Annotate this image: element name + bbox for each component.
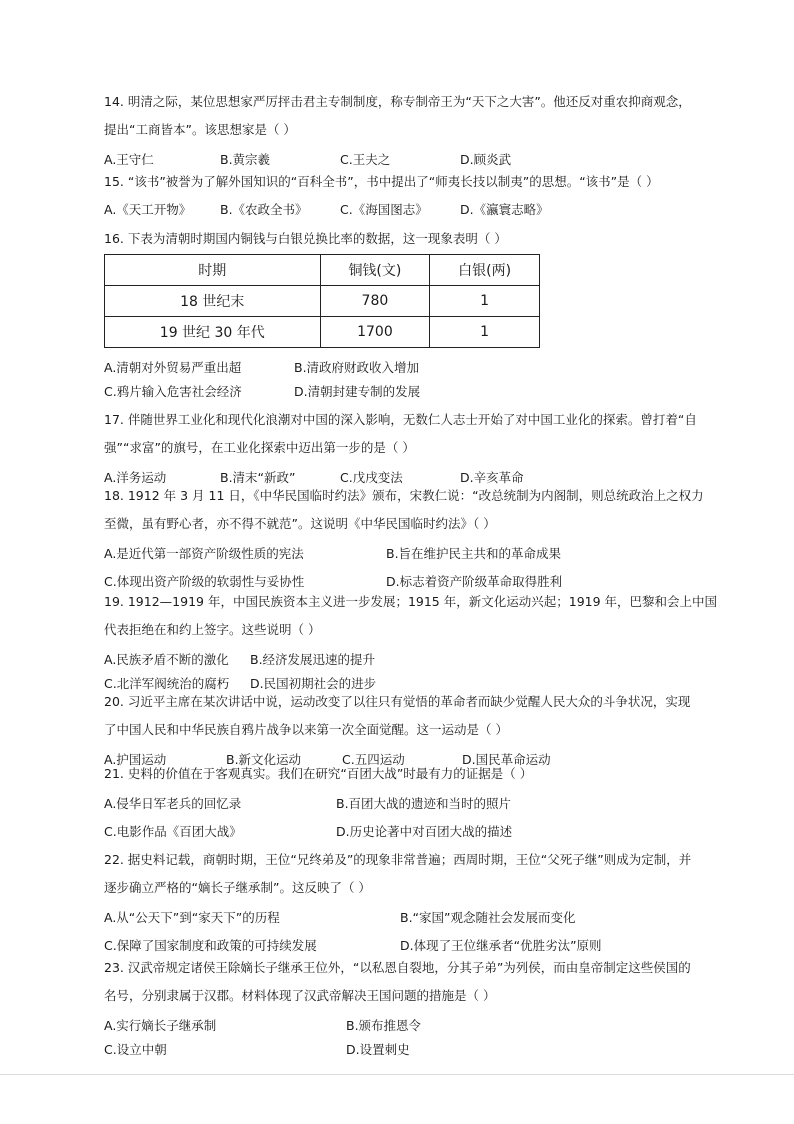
option-a[interactable]: A.是近代第一部资产阶级性质的宪法 xyxy=(104,546,304,561)
option-c[interactable]: C.《海国图志》 xyxy=(340,202,428,217)
option-a[interactable]: A.民族矛盾不断的激化 xyxy=(104,652,229,667)
option-b[interactable]: B.旨在维护民主共和的革命成果 xyxy=(386,546,562,561)
option-a[interactable]: A.侵华日军老兵的回忆录 xyxy=(104,796,242,811)
question-stem: 提出“工商皆本”。该思想家是（ ） xyxy=(104,122,296,137)
question-18 xyxy=(104,482,776,596)
option-d[interactable]: D.民国初期社会的进步 xyxy=(250,676,377,691)
question-22 xyxy=(104,846,776,960)
question-15 xyxy=(104,168,776,224)
option-b[interactable]: B.新文化运动 xyxy=(226,752,302,767)
option-b[interactable]: B.清末“新政” xyxy=(220,470,296,485)
table-cell: 1700 xyxy=(320,317,430,348)
table-header: 白银(两) xyxy=(430,255,540,286)
question-stem: 了中国人民和中华民族自鸦片战争以来第一次全面觉醒。这一运动是（ ） xyxy=(104,722,508,737)
option-c[interactable]: C.北洋军阀统治的腐朽 xyxy=(104,676,230,691)
question-17 xyxy=(104,406,776,492)
option-b[interactable]: B.“家国”观念随社会发展而变化 xyxy=(400,910,576,925)
question-16-options xyxy=(104,356,776,404)
option-c[interactable]: C.设立中朝 xyxy=(104,1042,167,1057)
option-d[interactable]: D.国民革命运动 xyxy=(462,752,551,767)
question-stem: 19. 1912—1919 年，中国民族资本主义进一步发展；1915 年，新文化运动兴起；1919 年，巴黎和会上中国 xyxy=(104,594,718,609)
question-stem: 23. 汉武帝规定诸侯王除嫡长子继承王位外，“以私恩自裂地，分其子弟”为列侯，而由皇帝制定这些侯国的 xyxy=(104,960,691,975)
option-a[interactable]: A.王守仁 xyxy=(104,152,154,167)
option-d[interactable]: D.辛亥革命 xyxy=(460,470,524,485)
question-14 xyxy=(104,88,776,174)
question-21 xyxy=(104,760,776,846)
option-d[interactable]: D.《瀛寰志略》 xyxy=(460,202,549,217)
option-a[interactable]: A.实行嫡长子继承制 xyxy=(104,1018,217,1033)
table-row xyxy=(105,286,540,317)
option-c[interactable]: C.王夫之 xyxy=(340,152,391,167)
question-stem: 名号，分别隶属于汉郡。材料体现了汉武帝解决王国问题的措施是（ ） xyxy=(104,988,496,1003)
question-stem: 14. 明清之际，某位思想家严厉抨击君主专制制度，称专制帝王为“天下之大害”。他还反对重农抑商观念， xyxy=(104,94,691,109)
option-a[interactable]: A.护国运动 xyxy=(104,752,167,767)
table-header: 铜钱(文) xyxy=(320,255,430,286)
question-stem: 18. 1912 年 3 月 11 日，《中华民国临时约法》颁布，宋教仁说：“改总统制为内阁制，则总统政治上之权力 xyxy=(104,488,704,503)
option-b[interactable]: B.颁布推恩令 xyxy=(346,1018,422,1033)
option-d[interactable]: D.顾炎武 xyxy=(460,152,512,167)
table-cell: 19 世纪 30 年代 xyxy=(105,317,321,348)
question-23 xyxy=(104,954,776,1062)
option-d[interactable]: D.清朝封建专制的发展 xyxy=(294,384,421,399)
question-stem: 22. 据史料记载，商朝时期，王位“兄终弟及”的现象非常普遍；西周时期，王位“父死子继”则成为定制，并 xyxy=(104,852,692,867)
option-a[interactable]: A.《天工开物》 xyxy=(104,202,192,217)
option-b[interactable]: B.经济发展迅速的提升 xyxy=(250,652,376,667)
option-b[interactable]: B.百团大战的遗迹和当时的照片 xyxy=(336,796,512,811)
option-c[interactable]: C.体现出资产阶级的软弱性与妥协性 xyxy=(104,574,305,589)
question-19 xyxy=(104,588,776,696)
table-row xyxy=(105,317,540,348)
table-header: 时期 xyxy=(105,255,321,286)
table-cell: 1 xyxy=(430,317,540,348)
option-c[interactable]: C.五四运动 xyxy=(342,752,405,767)
option-a[interactable]: A.从“公天下”到“家天下”的历程 xyxy=(104,910,280,925)
question-stem: 代表拒绝在和约上签字。这些说明（ ） xyxy=(104,622,321,637)
option-c[interactable]: C.保障了国家制度和政策的可持续发展 xyxy=(104,938,317,953)
table-cell: 780 xyxy=(320,286,430,317)
option-a[interactable]: A.清朝对外贸易严重出超 xyxy=(104,360,242,375)
question-stem: 强”“求富”的旗号，在工业化探索中迈出第一步的是（ ） xyxy=(104,440,415,455)
option-c[interactable]: C.电影作品《百团大战》 xyxy=(104,824,242,839)
question-stem: 21. 史料的价值在于客观真实。我们在研究“百团大战”时最有力的证据是（ ） xyxy=(104,766,533,781)
option-d[interactable]: D.设置刺史 xyxy=(346,1042,410,1057)
option-b[interactable]: B.黄宗羲 xyxy=(220,152,271,167)
option-d[interactable]: D.体现了王位继承者“优胜劣汰”原则 xyxy=(400,938,602,953)
exchange-rate-table xyxy=(104,254,540,348)
option-c[interactable]: C.鸦片输入危害社会经济 xyxy=(104,384,242,399)
table-cell: 1 xyxy=(430,286,540,317)
question-16 xyxy=(104,225,776,253)
question-stem: 17. 伴随世界工业化和现代化浪潮对中国的深入影响，无数仁人志士开始了对中国工业化的探索。曾打着“自 xyxy=(104,412,697,427)
question-stem: 逐步确立严格的“嫡长子继承制”。这反映了（ ） xyxy=(104,880,371,895)
option-b[interactable]: B.《农政全书》 xyxy=(220,202,308,217)
option-b[interactable]: B.清政府财政收入增加 xyxy=(294,360,420,375)
table-cell: 18 世纪末 xyxy=(105,286,321,317)
option-d[interactable]: D.历史论著中对百团大战的描述 xyxy=(336,824,513,839)
question-stem: 20. 习近平主席在某次讲话中说，运动改变了以往只有觉悟的革命者而缺少觉醒人民大众的斗争状况，实现 xyxy=(104,694,691,709)
question-stem: 15. “该书”被誉为了解外国知识的“百科全书”，书中提出了“师夷长技以制夷”的思想。“该书”是（ ） xyxy=(104,174,659,189)
question-stem: 16. 下表为清朝时期国内铜钱与白银兑换比率的数据，这一现象表明（ ） xyxy=(104,231,507,246)
question-stem: 至微，虽有野心者，亦不得不就范”。这说明《中华民国临时约法》（ ） xyxy=(104,516,496,531)
option-c[interactable]: C.戊戌变法 xyxy=(340,470,403,485)
page-divider xyxy=(0,1074,794,1075)
option-a[interactable]: A.洋务运动 xyxy=(104,470,167,485)
table-header-row xyxy=(105,255,540,286)
option-d[interactable]: D.标志着资产阶级革命取得胜利 xyxy=(386,574,563,589)
